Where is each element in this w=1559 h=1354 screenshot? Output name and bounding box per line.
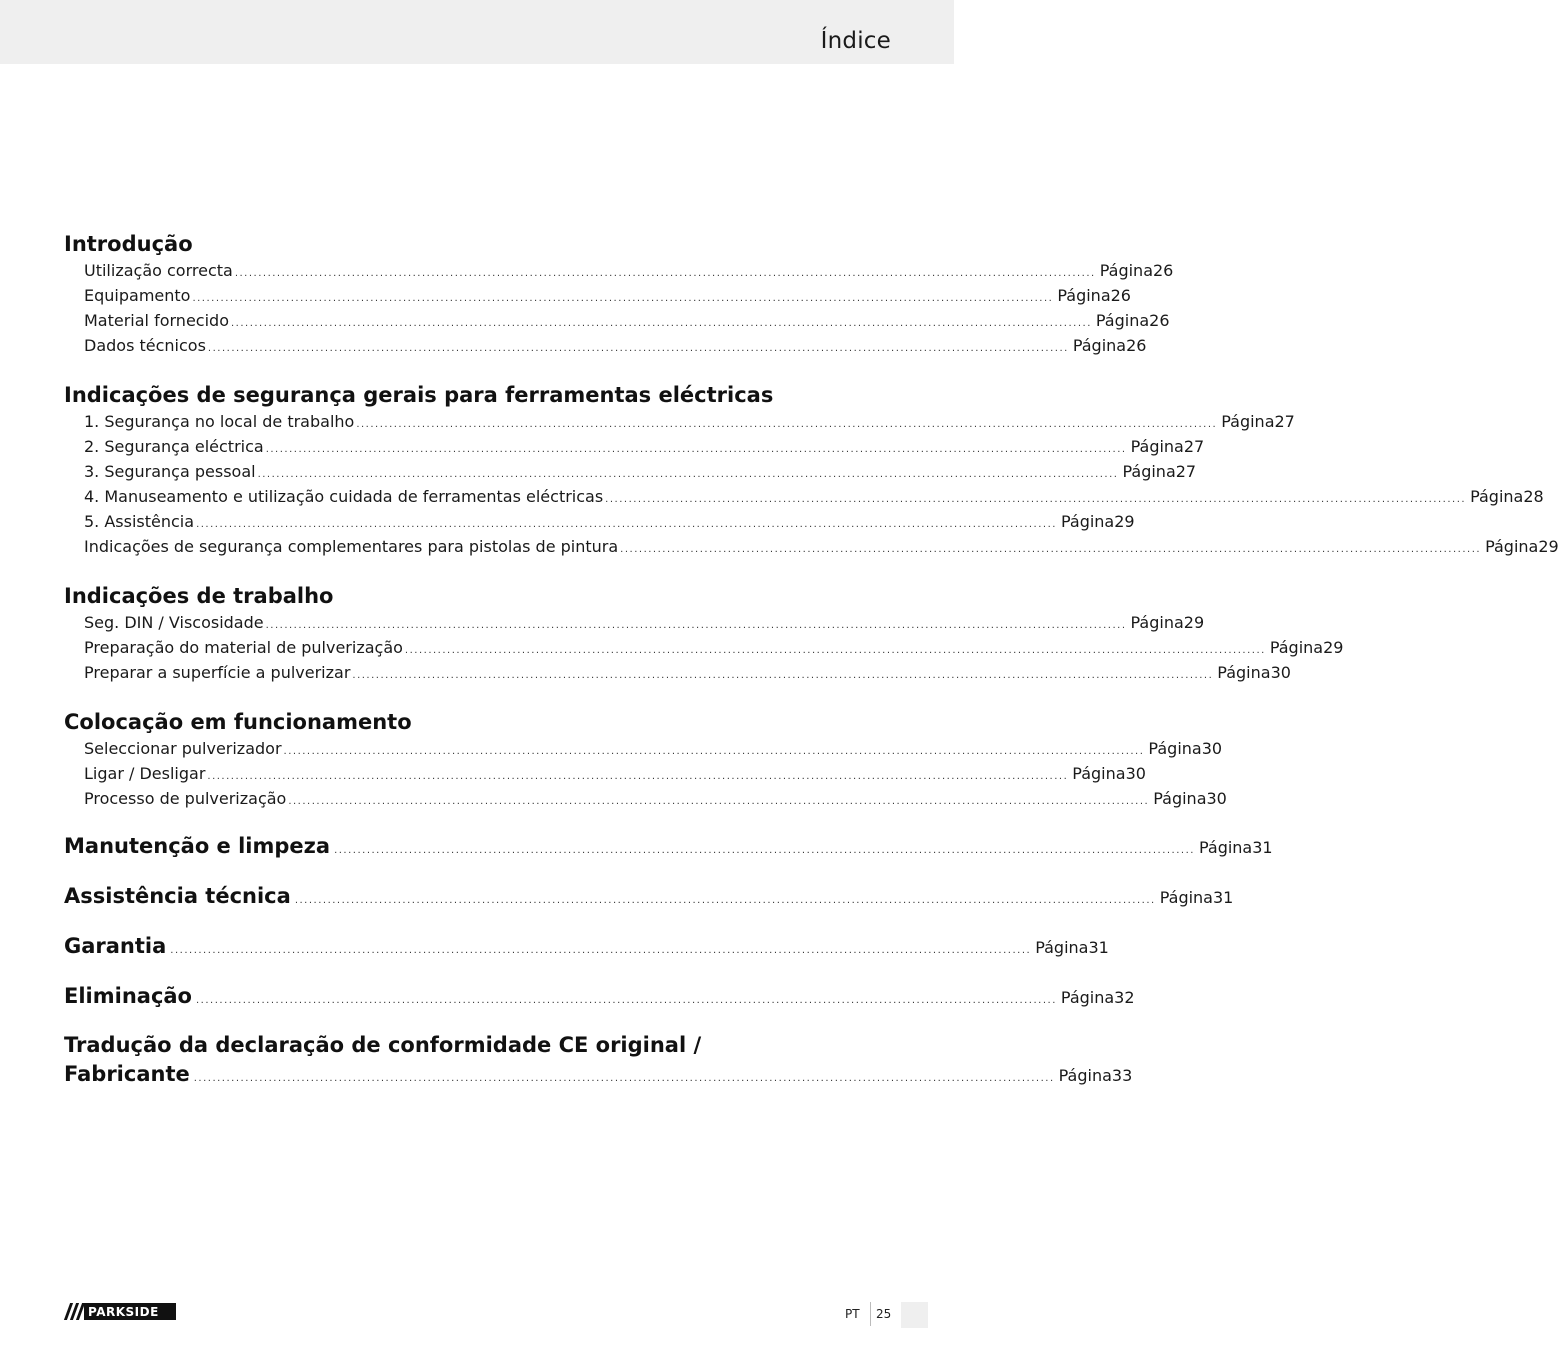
entry-label: Garantia — [64, 934, 167, 958]
dot-leader: ........................................................................................................................................................................................ — [605, 494, 1467, 505]
entry-label: 3. Segurança pessoal — [84, 462, 256, 481]
dot-leader: ........................................................................................................................................................................................ — [334, 845, 1195, 856]
dot-leader: ........................................................................................................................................................................................ — [170, 945, 1032, 956]
dot-leader: ........................................................................................................................................................................................ — [404, 645, 1266, 656]
page-word: Página — [1095, 311, 1150, 330]
dot-leader: ........................................................................................................................................................................................ — [230, 318, 1092, 329]
page-word: Página — [1485, 537, 1539, 556]
dot-leader: ........................................................................................................................................................................................ — [234, 268, 1096, 279]
toc-section-trabalho — [64, 582, 1344, 685]
dot-leader: ........................................................................................................................................................................................ — [265, 620, 1127, 631]
toc-entry[interactable] — [64, 509, 1135, 534]
page-number: 33 — [1111, 1066, 1133, 1085]
toc-entry[interactable] — [64, 333, 1147, 358]
dot-leader: ........................................................................................................................................................................................ — [193, 1073, 1055, 1084]
dot-leader: ........................................................................................................................................................................................ — [283, 746, 1145, 757]
page-word: Página — [1153, 789, 1207, 808]
page-number: 29 — [1538, 537, 1559, 556]
entry-line2 — [64, 1059, 1133, 1089]
page-word: Página — [1072, 336, 1127, 355]
entry-label: Indicações de segurança complementares para pistolas de pintura — [84, 537, 619, 556]
language-code: PT — [845, 1307, 860, 1321]
dot-leader: ........................................................................................................................................................................................ — [265, 444, 1127, 455]
toc-main-entry[interactable] — [64, 981, 1135, 1011]
entry-label: Preparar a superfície a pulverizar — [84, 663, 351, 682]
page-word: Página — [1057, 286, 1111, 305]
section-title: Introdução — [64, 232, 193, 256]
page-word: Página — [1072, 764, 1126, 783]
page-number: 29 — [1114, 512, 1135, 531]
section-title: Indicações de trabalho — [64, 584, 334, 608]
page-word: Página — [1198, 838, 1253, 857]
page-number: 30 — [1201, 739, 1223, 758]
page-word: Página — [1269, 638, 1324, 657]
page-word: Página — [1058, 1066, 1112, 1085]
entry-label: 1. Segurança no local de trabalho — [84, 412, 355, 431]
dot-leader: ........................................................................................................................................................................................ — [207, 343, 1069, 354]
page-title: Índice — [820, 28, 891, 54]
entry-label: Utilização correcta — [84, 261, 233, 280]
page-number: 30 — [1206, 789, 1227, 808]
toc-main-entry[interactable] — [64, 881, 1234, 911]
page-number: 26 — [1126, 336, 1147, 355]
entry-label: Dados técnicos — [84, 336, 206, 355]
entry-label: Processo de pulverização — [84, 789, 287, 808]
toc-entry[interactable] — [64, 660, 1291, 685]
toc-main-entry-declaration[interactable] — [64, 1031, 1133, 1089]
toc-entry[interactable] — [64, 409, 1295, 434]
page-number: 27 — [1274, 412, 1295, 431]
page-word: Página — [1217, 663, 1271, 682]
toc-entry[interactable] — [64, 484, 1544, 509]
page-word: Página — [1060, 512, 1115, 531]
dot-leader: ........................................................................................................................................................................................ — [288, 796, 1150, 807]
page-word: Página — [1130, 613, 1184, 632]
entry-label: 5. Assistência — [84, 512, 195, 531]
toc-entry[interactable] — [64, 434, 1205, 459]
entry-label: 4. Manuseamento e utilização cuidada de ferramentas eléctricas — [84, 487, 604, 506]
toc-entry[interactable] — [64, 635, 1344, 660]
dot-leader: ........................................................................................................................................................................................ — [257, 469, 1119, 480]
dot-leader: ........................................................................................................................................................................................ — [356, 419, 1218, 430]
page-word: Página — [1470, 487, 1524, 506]
dot-leader: ........................................................................................................................................................................................ — [196, 519, 1057, 530]
footer-tab-box — [901, 1302, 928, 1328]
toc-section-funcionamento — [64, 708, 1227, 811]
page-number: 29 — [1183, 613, 1205, 632]
toc-main-entry[interactable] — [64, 831, 1273, 861]
entry-label-line1: Tradução da declaração de conformidade CE original / — [64, 1033, 702, 1057]
entry-label: Preparação do material de pulverização — [84, 638, 403, 657]
entry-label: Assistência técnica — [64, 884, 291, 908]
page-number: 29 — [1323, 638, 1344, 657]
dot-leader: ........................................................................................................................................................................................ — [207, 771, 1069, 782]
toc-entry[interactable] — [64, 459, 1197, 484]
entry-label: 2. Segurança eléctrica — [84, 437, 264, 456]
page-number: 31 — [1212, 888, 1234, 907]
entry-label: Eliminação — [64, 984, 192, 1008]
page-number-footer: 25 — [876, 1307, 892, 1321]
dot-leader: ........................................................................................................................................................................................ — [620, 544, 1482, 555]
page-number: 26 — [1153, 261, 1174, 280]
toc-entry[interactable] — [64, 736, 1223, 761]
page-number: 28 — [1523, 487, 1544, 506]
page-word: Página — [1035, 938, 1089, 957]
entry-label: Material fornecido — [84, 311, 229, 330]
page-word: Página — [1221, 412, 1275, 431]
dot-leader: ........................................................................................................................................................................................ — [196, 995, 1057, 1006]
footer-divider — [870, 1302, 871, 1326]
logo-stripes-icon — [64, 1303, 84, 1320]
entry-label: Seg. DIN / Viscosidade — [84, 613, 264, 632]
page-number: 31 — [1252, 838, 1273, 857]
toc-entry[interactable] — [64, 610, 1205, 635]
page-word: Página — [1130, 437, 1184, 456]
dot-leader: ........................................................................................................................................................................................ — [294, 895, 1156, 906]
page-number: 26 — [1149, 311, 1170, 330]
section-title: Indicações de segurança gerais para ferramentas eléctricas — [64, 383, 774, 407]
toc-main-entry[interactable] — [64, 931, 1109, 961]
toc-section-introducao — [64, 230, 1174, 358]
page-number: 26 — [1110, 286, 1131, 305]
toc-entry[interactable] — [64, 283, 1131, 308]
toc-section-seguranca — [64, 381, 1559, 559]
toc-entry[interactable] — [64, 786, 1227, 811]
section-title: Colocação em funcionamento — [64, 710, 412, 734]
page-number: 27 — [1183, 437, 1205, 456]
page-word: Página — [1159, 888, 1213, 907]
header-band — [0, 0, 954, 64]
dot-leader: ........................................................................................................................................................................................ — [192, 293, 1054, 304]
toc-entry[interactable] — [64, 308, 1170, 333]
entry-label: Ligar / Desligar — [84, 764, 206, 783]
page-number: 32 — [1114, 988, 1135, 1007]
page-word: Página — [1060, 988, 1115, 1007]
toc-entry[interactable] — [64, 761, 1146, 786]
page-number: 30 — [1270, 663, 1291, 682]
page-number: 27 — [1175, 462, 1197, 481]
parkside-logo — [64, 1303, 176, 1320]
entry-label-line2: Fabricante — [64, 1062, 190, 1086]
entry-label: Manutenção e limpeza — [64, 834, 331, 858]
page-word: Página — [1148, 739, 1202, 758]
entry-label: Equipamento — [84, 286, 191, 305]
toc-entry[interactable] — [64, 258, 1174, 283]
table-of-contents — [64, 230, 1559, 1089]
page-number: 31 — [1088, 938, 1109, 957]
page-word: Página — [1122, 462, 1176, 481]
dot-leader: ........................................................................................................................................................................................ — [352, 670, 1214, 681]
toc-entry[interactable] — [64, 534, 1559, 559]
page-word: Página — [1099, 261, 1153, 280]
page-number: 30 — [1125, 764, 1146, 783]
brand-name: PARKSIDE — [88, 1304, 159, 1319]
entry-label: Seleccionar pulverizador — [84, 739, 282, 758]
